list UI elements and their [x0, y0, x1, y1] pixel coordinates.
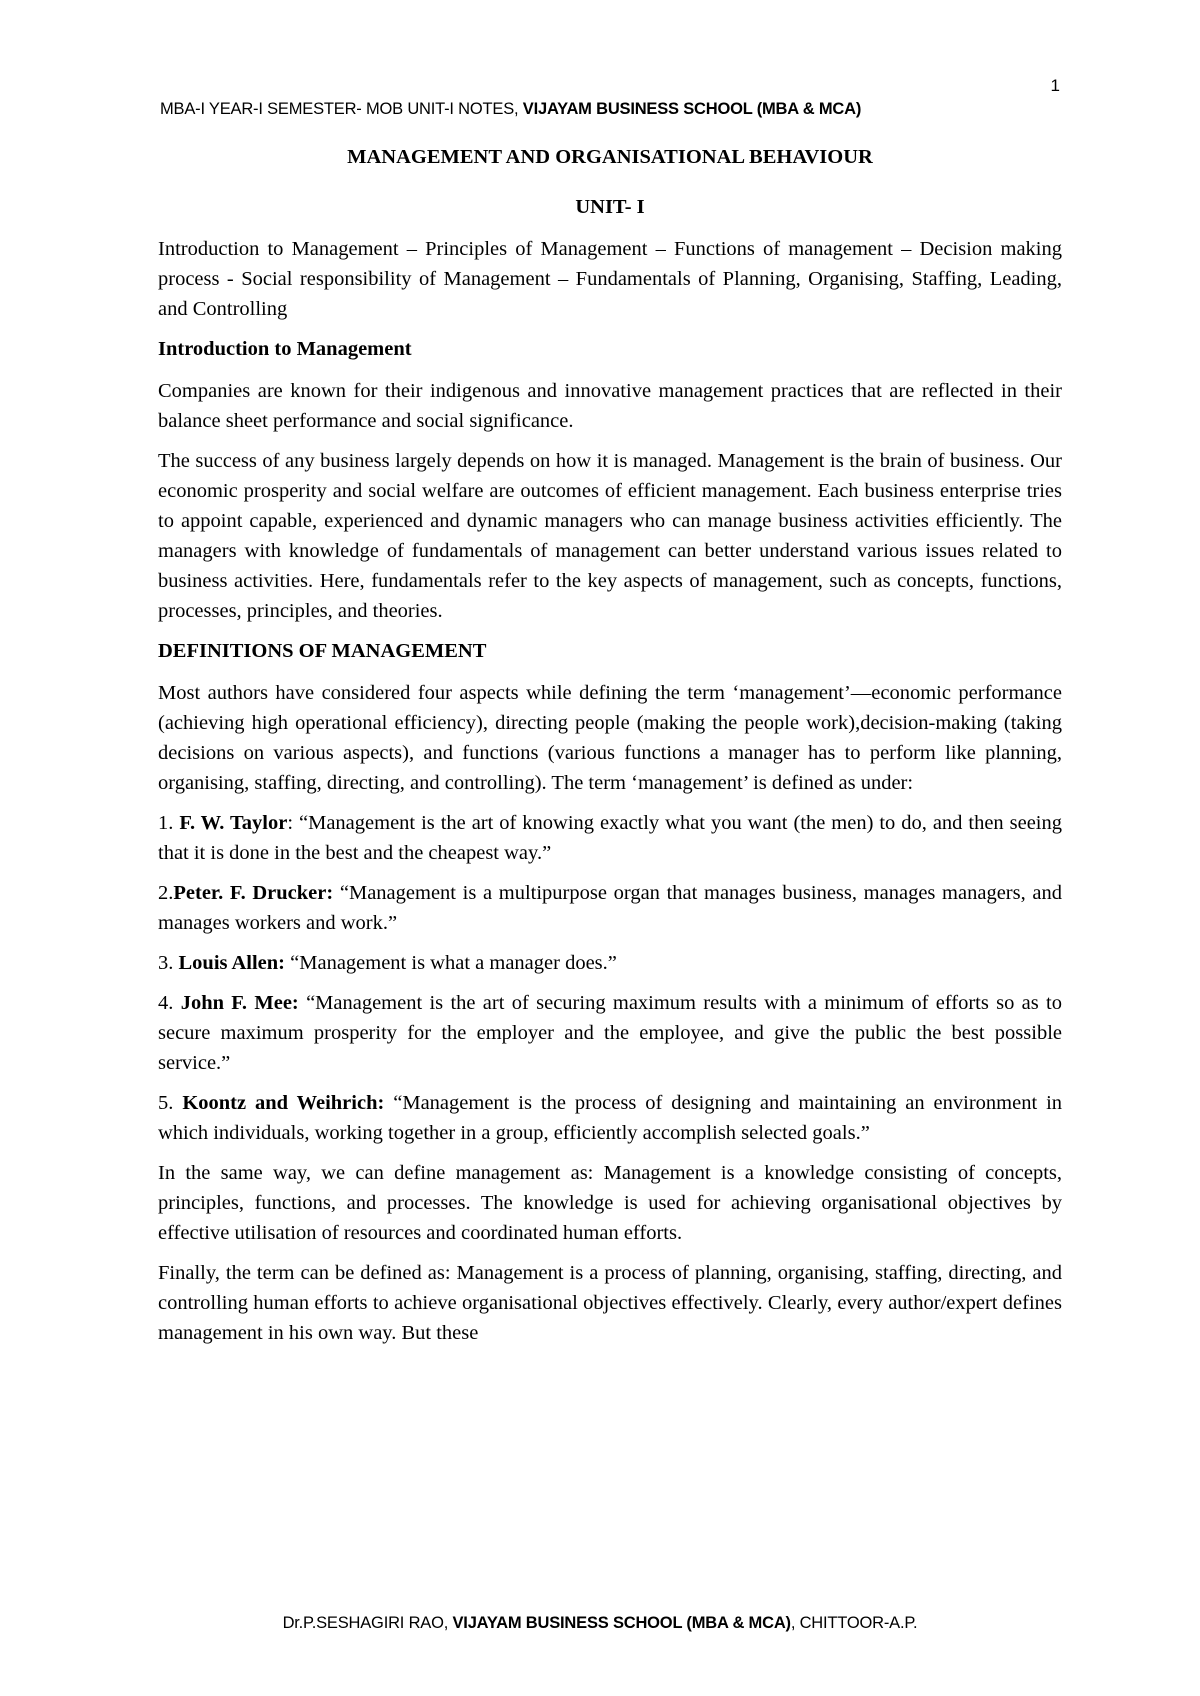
header-course-info: MBA-I YEAR-I SEMESTER- MOB UNIT-I NOTES,: [160, 100, 523, 118]
unit-title: UNIT- I: [575, 196, 645, 218]
footer-location: , CHITTOOR-A.P.: [790, 1614, 918, 1632]
intro-paragraph-1: Companies are known for their indigenous and innovative management practices that are reflected in their balance sheet performance and social significance.: [158, 380, 1062, 432]
definition-separator: [299, 992, 306, 1014]
definition-author: John F. Mee:: [180, 992, 299, 1014]
definition-number: 3.: [158, 952, 179, 974]
document-title: MANAGEMENT AND ORGANISATIONAL BEHAVIOUR: [347, 146, 873, 168]
closing-paragraph-1: In the same way, we can define management as: Management is a knowledge consisting of concepts, principles, functions, and processes. The knowledge is used for achieving organisational objectives by effective utilisation of resources and coordinated human efforts.: [158, 1162, 1062, 1244]
header-school-name: VIJAYAM BUSINESS SCHOOL (MBA & MCA): [522, 100, 862, 118]
definition-item: [158, 948, 1062, 978]
definition-text: “Management is a multipurpose organ that manages business, manages managers, and manages workers and work.”: [158, 882, 1062, 934]
definition-separator: [333, 882, 340, 904]
definition-number: 4.: [158, 992, 181, 1014]
definition-separator: [384, 1092, 393, 1114]
definition-text: “Management is the art of securing maximum results with a minimum of efforts so as to secure maximum prosperity for the employer and the employee, and give the public the best possible service.”: [158, 992, 1062, 1074]
definition-text: “Management is what a manager does.”: [290, 952, 617, 974]
definition-number: 2.: [158, 882, 174, 904]
definition-item: [158, 1088, 1062, 1148]
closing-paragraph-2: Finally, the term can be defined as: Management is a process of planning, organising, staffing, directing, and controlling human efforts to achieve organisational objectives effectively. Clearly, every author/expert defines management in his own way. But these: [158, 1262, 1062, 1344]
section-heading-definitions: DEFINITIONS OF MANAGEMENT: [158, 640, 487, 662]
definition-author: F. W. Taylor: [179, 812, 288, 834]
definition-item: [158, 988, 1062, 1078]
footer-school-name: VIJAYAM BUSINESS SCHOOL (MBA & MCA): [452, 1614, 791, 1632]
running-header: [160, 100, 861, 119]
definition-text: “Management is the art of knowing exactly what you want (the men) to do, and then seeing that it is done in the best and the cheapest way.”: [158, 812, 1062, 864]
definition-item: [158, 878, 1062, 938]
intro-paragraph-2: The success of any business largely depends on how it is managed. Management is the brain of business. Our economic prosperity and social welfare are outcomes of efficient management. Each business enterprise tries to appoint capable, experienced and dynamic managers who can manage business activities efficiently. The managers with knowledge of fundamentals of management can better understand various issues related to business activities. Here, fundamentals refer to the key aspects of management, such as concepts, functions, processes, principles, and theories.: [158, 450, 1062, 622]
definition-number: 1.: [158, 812, 180, 834]
definition-author: Peter. F. Drucker:: [173, 882, 334, 904]
running-footer: [0, 1614, 1200, 1633]
definition-text: “Management is the process of designing and maintaining an environment in which individuals, working together in a group, efficiently accomplish selected goals.”: [158, 1092, 1063, 1144]
footer-author: Dr.P.SESHAGIRI RAO,: [282, 1614, 453, 1632]
section-heading-introduction: Introduction to Management: [158, 338, 412, 360]
definitions-intro-paragraph: Most authors have considered four aspects while defining the term ‘management’—economic performance (achieving high operational efficiency), directing people (making the people work),decision-making (taking decisions on various aspects), and functions (various functions a manager has to perform like planning, organising, staffing, directing, and controlling). The term ‘management’ is defined as under:: [158, 682, 1062, 794]
definition-author: Koontz and Weihrich:: [182, 1092, 385, 1114]
syllabus-paragraph: Introduction to Management – Principles of Management – Functions of management – Decision making process - Social responsibility of Management – Fundamentals of Planning, Organising, Staffing, Leading, and Controlling: [158, 238, 1062, 320]
definition-author: Louis Allen:: [178, 952, 286, 974]
page-number: 1: [1050, 76, 1060, 95]
definition-separator: :: [287, 812, 299, 834]
definition-number: 5.: [158, 1092, 183, 1114]
document-body: [158, 142, 1062, 1358]
definition-item: [158, 808, 1062, 868]
